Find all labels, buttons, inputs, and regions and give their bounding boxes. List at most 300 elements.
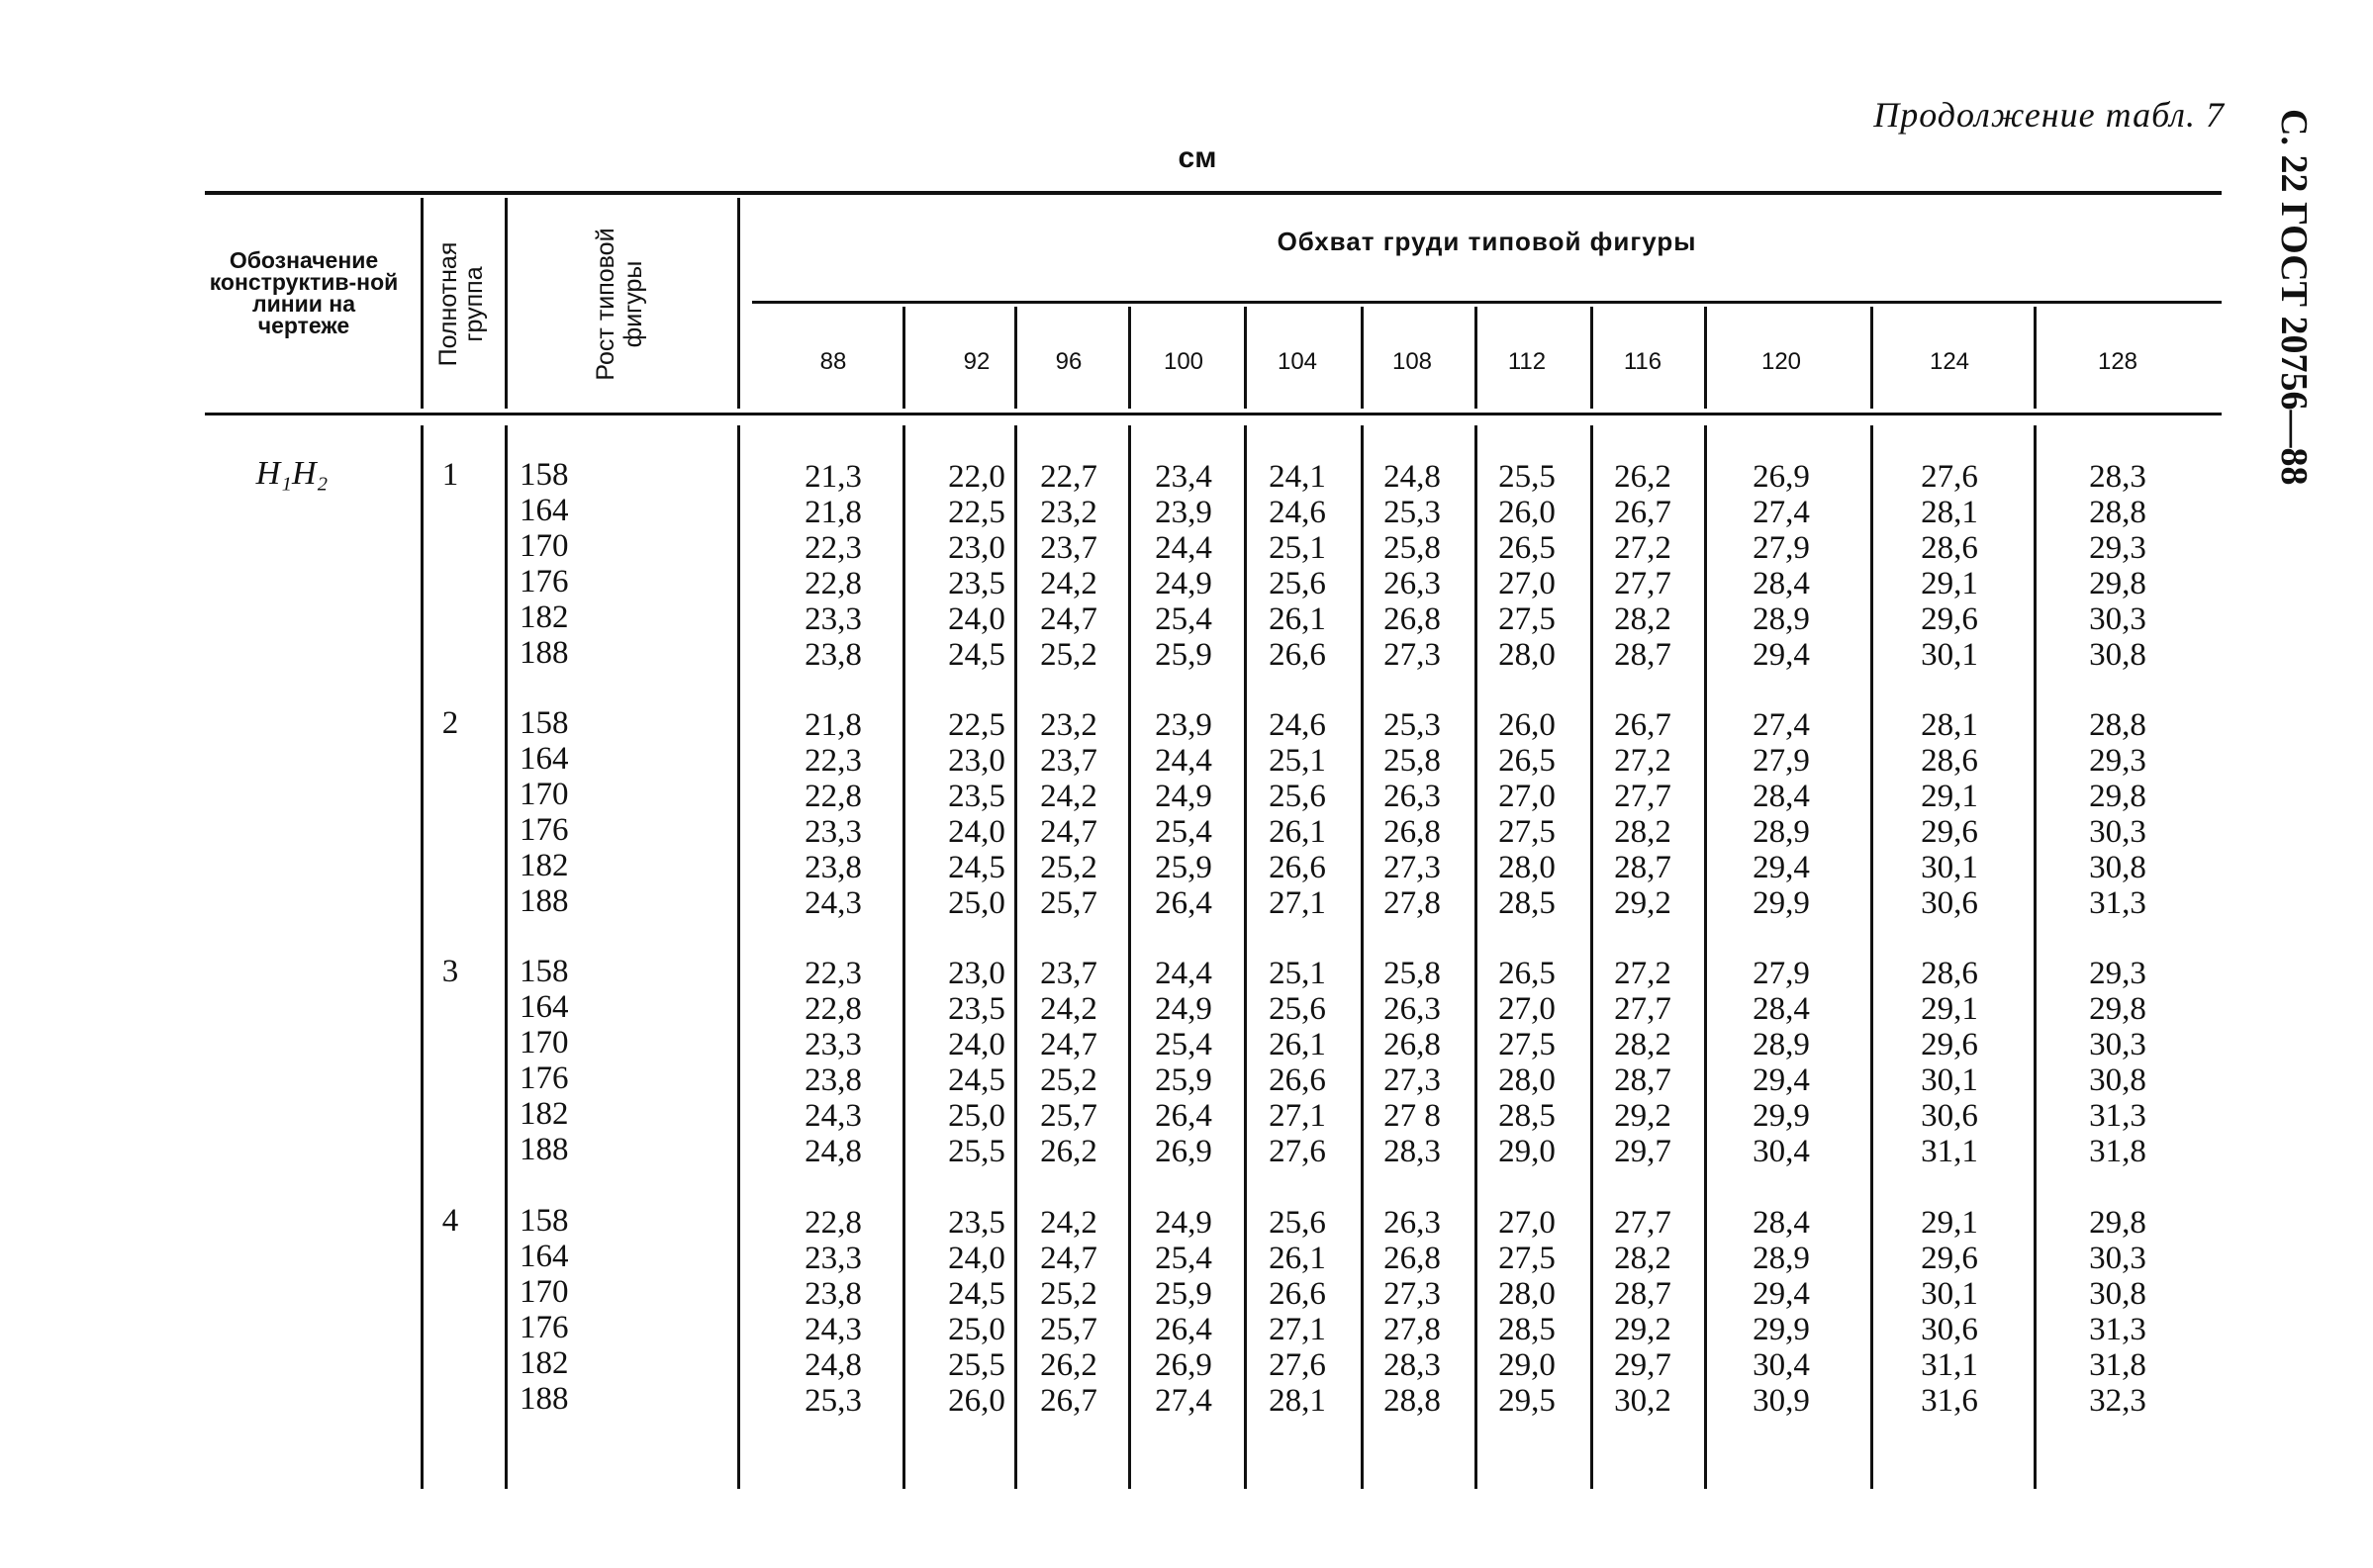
table-cell: 27,3 xyxy=(1383,1062,1441,1098)
table-cell: 31,8 xyxy=(2089,1134,2146,1169)
table-cell: 22,3 xyxy=(805,956,862,991)
table-cell: 25,2 xyxy=(1040,850,1097,885)
table-cell: 29,0 xyxy=(1498,1347,1556,1383)
table-cell: 28,4 xyxy=(1753,991,1810,1027)
table-cell: 29,4 xyxy=(1753,637,1810,673)
table-cell: 25,4 xyxy=(1155,601,1212,637)
table-cell: 26,0 xyxy=(948,1383,1005,1419)
table-cell: 25,0 xyxy=(948,1098,1005,1134)
table-cell: 23,8 xyxy=(805,850,862,885)
height-value: 158 xyxy=(520,705,569,741)
table-cell: 28,0 xyxy=(1498,1062,1556,1098)
table-cell: 28,7 xyxy=(1614,1062,1671,1098)
table-cell: 31,1 xyxy=(1921,1134,1978,1169)
table-cell: 27,3 xyxy=(1383,637,1441,673)
table-cell: 26,8 xyxy=(1383,1241,1441,1276)
table-cell: 25,8 xyxy=(1383,530,1441,566)
table-cell: 28,2 xyxy=(1614,1027,1671,1062)
table-cell: 24,3 xyxy=(805,885,862,921)
table-cell: 23,7 xyxy=(1040,530,1097,566)
table-cell: 28,5 xyxy=(1498,1098,1556,1134)
table-cell: 27,6 xyxy=(1269,1347,1326,1383)
table-cell: 30,8 xyxy=(2089,1062,2146,1098)
table-cell: 29,8 xyxy=(2089,779,2146,814)
table-cell: 25,2 xyxy=(1040,1062,1097,1098)
table-cell: 30,6 xyxy=(1921,1098,1978,1134)
table-cell: 29,3 xyxy=(2089,956,2146,991)
table-cell: 27,5 xyxy=(1498,1027,1556,1062)
table-cell: 27,6 xyxy=(1269,1134,1326,1169)
table-cell: 25,3 xyxy=(805,1383,862,1419)
table-cell: 24,2 xyxy=(1040,991,1097,1027)
table-cell: 29,1 xyxy=(1921,991,1978,1027)
chest-size-label: 92 xyxy=(963,348,991,375)
table-cell: 26,9 xyxy=(1155,1347,1212,1383)
height-value: 182 xyxy=(520,1345,569,1381)
table-cell: 32,3 xyxy=(2089,1383,2146,1419)
header-column-rule xyxy=(2034,307,2037,409)
table-cell: 24,0 xyxy=(948,601,1005,637)
table-cell: 30,3 xyxy=(2089,1027,2146,1062)
table-cell: 25,0 xyxy=(948,885,1005,921)
table-cell: 23,0 xyxy=(948,743,1005,779)
table-cell: 27,1 xyxy=(1269,885,1326,921)
table-cell: 26,4 xyxy=(1155,1098,1212,1134)
table-cell: 27,4 xyxy=(1753,495,1810,530)
table-cell: 29,6 xyxy=(1921,814,1978,850)
table-cell: 27,5 xyxy=(1498,814,1556,850)
table-cell: 29,3 xyxy=(2089,743,2146,779)
table-cell: 30,1 xyxy=(1921,637,1978,673)
table-cell: 26,2 xyxy=(1614,459,1671,495)
chest-size-label: 88 xyxy=(819,348,847,375)
table-cell: 25,4 xyxy=(1155,814,1212,850)
table-cell: 31,6 xyxy=(1921,1383,1978,1419)
table-cell: 28,2 xyxy=(1614,1241,1671,1276)
height-column-header-text: Рост типовой фигуры xyxy=(592,228,647,381)
table-cell: 24,2 xyxy=(1040,1205,1097,1241)
table-cell: 28,3 xyxy=(1383,1134,1441,1169)
height-value: 188 xyxy=(520,1132,569,1167)
table-cell: 28,4 xyxy=(1753,566,1810,601)
table-cell: 22,3 xyxy=(805,743,862,779)
table-cell: 25,4 xyxy=(1155,1241,1212,1276)
table-cell: 30,3 xyxy=(2089,601,2146,637)
table-cell: 24,7 xyxy=(1040,601,1097,637)
body-column-rule xyxy=(505,425,508,1489)
table-cell: 27,0 xyxy=(1498,1205,1556,1241)
table-cell: 29,9 xyxy=(1753,885,1810,921)
table-cell: 28,0 xyxy=(1498,850,1556,885)
table-cell: 23,0 xyxy=(948,956,1005,991)
continuation-caption: Продолжение табл. 7 xyxy=(1873,95,2225,135)
height-value: 188 xyxy=(520,1381,569,1417)
height-value: 158 xyxy=(520,954,569,989)
table-cell: 28,7 xyxy=(1614,637,1671,673)
table-cell: 28,9 xyxy=(1753,601,1810,637)
table-cell: 27,4 xyxy=(1753,707,1810,743)
table-cell: 23,5 xyxy=(948,779,1005,814)
table-cell: 31,3 xyxy=(2089,885,2146,921)
chest-size-label: 120 xyxy=(1760,348,1802,375)
table-cell: 26,5 xyxy=(1498,743,1556,779)
table-cell: 25,8 xyxy=(1383,956,1441,991)
table-cell: 23,7 xyxy=(1040,743,1097,779)
table-cell: 27,5 xyxy=(1498,601,1556,637)
table-cell: 27,8 xyxy=(1383,1312,1441,1347)
table-cell: 30,8 xyxy=(2089,850,2146,885)
height-value: 176 xyxy=(520,564,569,600)
table-cell: 25,7 xyxy=(1040,1312,1097,1347)
table-cell: 25,9 xyxy=(1155,850,1212,885)
table-cell: 27,7 xyxy=(1614,1205,1671,1241)
height-value: 182 xyxy=(520,600,569,635)
page-header xyxy=(2256,109,2345,505)
table-cell: 30,3 xyxy=(2089,1241,2146,1276)
header-column-rule xyxy=(902,307,905,409)
table-cell: 28,4 xyxy=(1753,1205,1810,1241)
table-cell: 24,4 xyxy=(1155,956,1212,991)
height-value: 158 xyxy=(520,457,569,493)
table-cell: 30,6 xyxy=(1921,885,1978,921)
table-cell: 24,9 xyxy=(1155,1205,1212,1241)
table-cell: 24,9 xyxy=(1155,779,1212,814)
group-number: 3 xyxy=(441,954,459,989)
table-cell: 30,1 xyxy=(1921,850,1978,885)
height-value: 182 xyxy=(520,848,569,883)
height-value: 170 xyxy=(520,1274,569,1310)
table-cell: 24,0 xyxy=(948,1027,1005,1062)
chest-size-label: 108 xyxy=(1391,348,1433,375)
table-cell: 23,0 xyxy=(948,530,1005,566)
table-cell: 26,0 xyxy=(1498,707,1556,743)
table-cell: 25,3 xyxy=(1383,707,1441,743)
table-cell: 24,4 xyxy=(1155,530,1212,566)
table-cell: 24,8 xyxy=(805,1134,862,1169)
table-cell: 23,5 xyxy=(948,991,1005,1027)
table-cell: 27,1 xyxy=(1269,1312,1326,1347)
table-cell: 29,4 xyxy=(1753,1276,1810,1312)
table-cell: 22,7 xyxy=(1040,459,1097,495)
table-cell: 27,9 xyxy=(1753,743,1810,779)
table-cell: 25,6 xyxy=(1269,779,1326,814)
table-cell: 29,4 xyxy=(1753,850,1810,885)
table-cell: 26,8 xyxy=(1383,814,1441,850)
table-cell: 26,1 xyxy=(1269,814,1326,850)
table-cell: 25,5 xyxy=(948,1347,1005,1383)
table-cell: 24,4 xyxy=(1155,743,1212,779)
body-column-rule xyxy=(421,425,424,1489)
table-cell: 28,6 xyxy=(1921,530,1978,566)
table-cell: 27,7 xyxy=(1614,991,1671,1027)
header-column-rule xyxy=(421,198,424,409)
height-value: 170 xyxy=(520,777,569,812)
table-cell: 27,2 xyxy=(1614,743,1671,779)
table-cell: 22,8 xyxy=(805,779,862,814)
chest-column-header: Обхват груди типовой фигуры xyxy=(1277,227,1697,256)
chest-size-label: 100 xyxy=(1163,348,1204,375)
table-cell: 28,8 xyxy=(1383,1383,1441,1419)
table-cell: 28,0 xyxy=(1498,1276,1556,1312)
table-cell: 25,1 xyxy=(1269,956,1326,991)
header-bottom-rule xyxy=(205,413,2222,415)
table-cell: 28,9 xyxy=(1753,1027,1810,1062)
table-cell: 27,2 xyxy=(1614,956,1671,991)
table-cell: 26,6 xyxy=(1269,1062,1326,1098)
table-cell: 28,7 xyxy=(1614,1276,1671,1312)
table-cell: 30,8 xyxy=(2089,1276,2146,1312)
table-cell: 27,8 xyxy=(1383,885,1441,921)
group-column-header-text: Полнотная группа xyxy=(434,241,488,367)
table-cell: 30,3 xyxy=(2089,814,2146,850)
table-cell: 23,3 xyxy=(805,601,862,637)
table-cell: 27,3 xyxy=(1383,850,1441,885)
table-cell: 28,1 xyxy=(1921,707,1978,743)
table-cell: 22,0 xyxy=(948,459,1005,495)
table-cell: 29,6 xyxy=(1921,1241,1978,1276)
table-cell: 25,6 xyxy=(1269,991,1326,1027)
table-cell: 31,3 xyxy=(2089,1098,2146,1134)
table-cell: 31,8 xyxy=(2089,1347,2146,1383)
table-cell: 29,8 xyxy=(2089,991,2146,1027)
chest-size-label: 104 xyxy=(1277,348,1318,375)
table-cell: 28,3 xyxy=(1383,1347,1441,1383)
header-column-rule xyxy=(1870,307,1873,409)
table-cell: 28,1 xyxy=(1921,495,1978,530)
table-cell: 25,9 xyxy=(1155,1276,1212,1312)
table-cell: 25,7 xyxy=(1040,885,1097,921)
table-cell: 28,5 xyxy=(1498,885,1556,921)
table-cell: 29,5 xyxy=(1498,1383,1556,1419)
height-value: 170 xyxy=(520,528,569,564)
chest-subheader-rule xyxy=(752,301,2222,304)
table-cell: 30,8 xyxy=(2089,637,2146,673)
table-cell: 26,9 xyxy=(1155,1134,1212,1169)
table-cell: 22,8 xyxy=(805,566,862,601)
table-cell: 25,6 xyxy=(1269,1205,1326,1241)
chest-size-label: 112 xyxy=(1507,348,1547,375)
table-cell: 25,2 xyxy=(1040,637,1097,673)
table-cell: 29,1 xyxy=(1921,566,1978,601)
group-number: 4 xyxy=(441,1203,459,1239)
table-cell: 25,3 xyxy=(1383,495,1441,530)
table-cell: 24,3 xyxy=(805,1312,862,1347)
table-cell: 24,1 xyxy=(1269,459,1326,495)
table-cell: 26,8 xyxy=(1383,1027,1441,1062)
table-cell: 27,0 xyxy=(1498,566,1556,601)
table-cell: 26,2 xyxy=(1040,1347,1097,1383)
table-cell: 31,1 xyxy=(1921,1347,1978,1383)
table-cell: 26,5 xyxy=(1498,956,1556,991)
table-cell: 27,7 xyxy=(1614,566,1671,601)
table-cell: 23,3 xyxy=(805,814,862,850)
table-cell: 29,9 xyxy=(1753,1312,1810,1347)
table-cell: 24,5 xyxy=(948,850,1005,885)
table-cell: 26,6 xyxy=(1269,850,1326,885)
table-cell: 25,8 xyxy=(1383,743,1441,779)
table-cell: 29,2 xyxy=(1614,1098,1671,1134)
header-column-rule xyxy=(1128,307,1131,409)
body-column-rule xyxy=(902,425,905,1489)
table-cell: 23,9 xyxy=(1155,495,1212,530)
table-cell: 28,9 xyxy=(1753,814,1810,850)
table-cell: 24,0 xyxy=(948,814,1005,850)
table-cell: 30,9 xyxy=(1753,1383,1810,1419)
table-cell: 26,2 xyxy=(1040,1134,1097,1169)
table-cell: 22,5 xyxy=(948,495,1005,530)
table-cell: 25,9 xyxy=(1155,1062,1212,1098)
table-cell: 26,4 xyxy=(1155,885,1212,921)
table-cell: 29,3 xyxy=(2089,530,2146,566)
table-cell: 30,6 xyxy=(1921,1312,1978,1347)
table-cell: 24,3 xyxy=(805,1098,862,1134)
height-value: 158 xyxy=(520,1203,569,1239)
table-cell: 23,2 xyxy=(1040,495,1097,530)
table-cell: 29,7 xyxy=(1614,1347,1671,1383)
table-cell: 26,7 xyxy=(1040,1383,1097,1419)
table-cell: 23,8 xyxy=(805,1062,862,1098)
table-cell: 25,7 xyxy=(1040,1098,1097,1134)
table-cell: 30,1 xyxy=(1921,1276,1978,1312)
table-cell: 26,3 xyxy=(1383,566,1441,601)
table-cell: 23,4 xyxy=(1155,459,1212,495)
designation-label: H₁H₂ xyxy=(255,455,329,492)
table-cell: 21,8 xyxy=(805,495,862,530)
table-cell: 30,2 xyxy=(1614,1383,1671,1419)
height-value: 188 xyxy=(520,883,569,919)
table-cell: 27,0 xyxy=(1498,779,1556,814)
table-cell: 28,3 xyxy=(2089,459,2146,495)
chest-size-label: 124 xyxy=(1929,348,1970,375)
group-number: 2 xyxy=(441,705,459,741)
table-cell: 29,0 xyxy=(1498,1134,1556,1169)
table-cell: 24,7 xyxy=(1040,1241,1097,1276)
table-cell: 29,9 xyxy=(1753,1098,1810,1134)
table-cell: 27 8 xyxy=(1383,1098,1441,1134)
table-cell: 28,8 xyxy=(2089,495,2146,530)
table-cell: 24,5 xyxy=(948,1062,1005,1098)
table-cell: 24,5 xyxy=(948,1276,1005,1312)
table-cell: 29,4 xyxy=(1753,1062,1810,1098)
table-cell: 28,6 xyxy=(1921,743,1978,779)
table-cell: 24,2 xyxy=(1040,566,1097,601)
table-cell: 26,3 xyxy=(1383,991,1441,1027)
table-cell: 25,5 xyxy=(1498,459,1556,495)
table-cell: 29,2 xyxy=(1614,885,1671,921)
table-cell: 27,0 xyxy=(1498,991,1556,1027)
table-cell: 24,9 xyxy=(1155,566,1212,601)
table-cell: 23,8 xyxy=(805,1276,862,1312)
table-cell: 25,4 xyxy=(1155,1027,1212,1062)
table-cell: 23,3 xyxy=(805,1241,862,1276)
table-cell: 25,6 xyxy=(1269,566,1326,601)
table-cell: 27,3 xyxy=(1383,1276,1441,1312)
table-cell: 26,3 xyxy=(1383,779,1441,814)
table-cell: 24,5 xyxy=(948,637,1005,673)
table-cell: 26,6 xyxy=(1269,637,1326,673)
table-cell: 28,0 xyxy=(1498,637,1556,673)
table-cell: 27,7 xyxy=(1614,779,1671,814)
table-cell: 23,8 xyxy=(805,637,862,673)
table-cell: 23,7 xyxy=(1040,956,1097,991)
table-cell: 26,1 xyxy=(1269,1027,1326,1062)
table-cell: 29,7 xyxy=(1614,1134,1671,1169)
table-cell: 22,8 xyxy=(805,991,862,1027)
height-value: 164 xyxy=(520,989,569,1025)
table-cell: 23,3 xyxy=(805,1027,862,1062)
height-value: 170 xyxy=(520,1025,569,1061)
height-value: 164 xyxy=(520,741,569,777)
chest-size-label: 96 xyxy=(1055,348,1083,375)
body-column-rule xyxy=(737,425,740,1489)
table-cell: 27,1 xyxy=(1269,1098,1326,1134)
table-cell: 25,5 xyxy=(948,1134,1005,1169)
page-header-text: С. 22 ГОСТ 20756—88 xyxy=(2273,109,2315,486)
table-cell: 24,8 xyxy=(805,1347,862,1383)
table-cell: 24,0 xyxy=(948,1241,1005,1276)
table-cell: 25,0 xyxy=(948,1312,1005,1347)
table-cell: 28,1 xyxy=(1269,1383,1326,1419)
table-cell: 30,4 xyxy=(1753,1134,1810,1169)
table-cell: 28,7 xyxy=(1614,850,1671,885)
table-cell: 29,8 xyxy=(2089,1205,2146,1241)
height-column-header xyxy=(505,203,732,406)
table-cell: 28,9 xyxy=(1753,1241,1810,1276)
table-cell: 29,6 xyxy=(1921,1027,1978,1062)
height-value: 188 xyxy=(520,635,569,671)
table-cell: 26,5 xyxy=(1498,530,1556,566)
table-cell: 25,1 xyxy=(1269,530,1326,566)
height-value: 182 xyxy=(520,1096,569,1132)
header-column-rule xyxy=(1244,307,1247,409)
table-cell: 26,9 xyxy=(1753,459,1810,495)
table-cell: 21,3 xyxy=(805,459,862,495)
table-cell: 28,2 xyxy=(1614,601,1671,637)
group-column-header xyxy=(426,203,500,406)
table-cell: 24,6 xyxy=(1269,495,1326,530)
table-cell: 21,8 xyxy=(805,707,862,743)
table-cell: 30,4 xyxy=(1753,1347,1810,1383)
table-cell: 25,2 xyxy=(1040,1276,1097,1312)
table-cell: 29,1 xyxy=(1921,779,1978,814)
table-cell: 29,6 xyxy=(1921,601,1978,637)
table-cell: 25,9 xyxy=(1155,637,1212,673)
designation-column-header: Обозначение конструктив-ной линии на чертеже xyxy=(209,247,399,338)
height-value: 176 xyxy=(520,1061,569,1096)
table-cell: 30,1 xyxy=(1921,1062,1978,1098)
table-cell: 29,8 xyxy=(2089,566,2146,601)
group-number: 1 xyxy=(441,457,459,493)
table-cell: 27,6 xyxy=(1921,459,1978,495)
table-cell: 24,9 xyxy=(1155,991,1212,1027)
table-cell: 26,6 xyxy=(1269,1276,1326,1312)
table-cell: 29,2 xyxy=(1614,1312,1671,1347)
table-cell: 24,7 xyxy=(1040,814,1097,850)
table-cell: 22,5 xyxy=(948,707,1005,743)
table-cell: 28,2 xyxy=(1614,814,1671,850)
table-cell: 26,4 xyxy=(1155,1312,1212,1347)
table-cell: 25,1 xyxy=(1269,743,1326,779)
table-cell: 23,5 xyxy=(948,566,1005,601)
table-cell: 26,1 xyxy=(1269,601,1326,637)
table-cell: 23,2 xyxy=(1040,707,1097,743)
table-cell: 26,0 xyxy=(1498,495,1556,530)
table-top-rule xyxy=(205,191,2222,195)
chest-size-label: 128 xyxy=(2097,348,2138,375)
height-value: 176 xyxy=(520,1310,569,1345)
table-cell: 26,3 xyxy=(1383,1205,1441,1241)
table-cell: 27,9 xyxy=(1753,956,1810,991)
